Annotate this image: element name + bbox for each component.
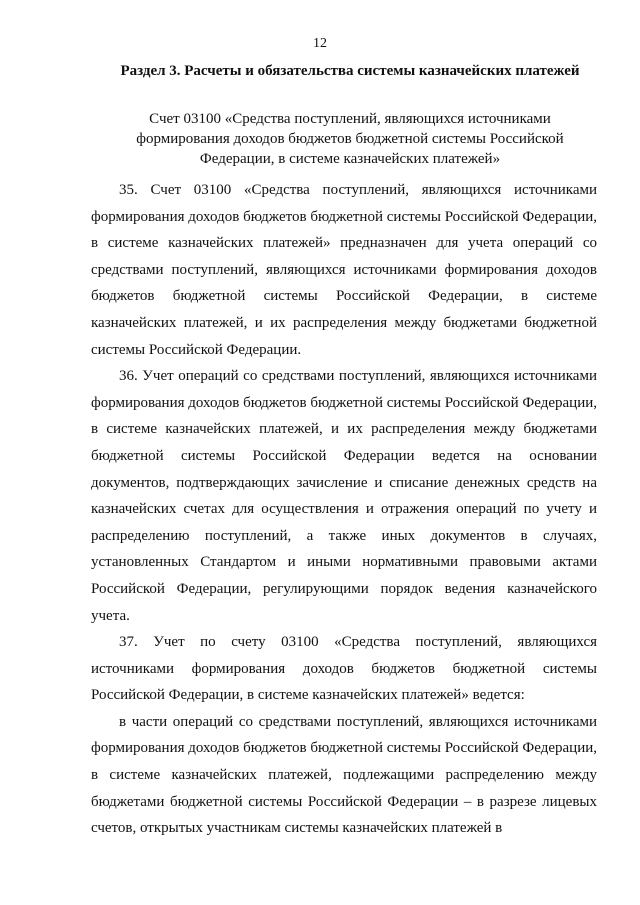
account-heading: Счет 03100 «Средства поступлений, являющихся источниками формирования доходов бюджетов бюджетной системы Российской Федерации, в системе казначейских платежей» (136, 111, 564, 167)
paragraph-37: 37. Учет по счету 03100 «Средства поступлений, являющихся источниками формирования доходов бюджетов бюджетной системы Российской Федерации, в системе казначейских платежей» ведется: (91, 634, 597, 704)
page-number: 12 (313, 36, 327, 51)
paragraph-35: 35. Счет 03100 «Средства поступлений, являющихся источниками формирования доходов бюджетов бюджетной системы Российской Федерации, в системе казначейских платежей» предназначен для учета операций со средствами поступлений, являющихся источниками формирования доходов бюджетов бюджетной системы Российской Федерации, в системе казначейских платежей, и их распределения между бюджетами бюджетной системы Российской Федерации. (91, 182, 597, 358)
paragraph-36: 36. Учет операций со средствами поступлений, являющихся источниками формирования доходов бюджетов бюджетной системы Российской Федерации, в системе казначейских платежей, и их распределения между бюджетами бюджетной системы Российской Федерации ведется на основании документов, подтверждающих зачисление и списание денежных средств на казначейских счетах для осуществления и отражения операций по учету и распределению поступлений, а также иных документов в случаях, установленных Стандартом и иными нормативными правовыми актами Российской Федерации, регулирующими порядок ведения казначейского учета. (91, 368, 597, 624)
body-text (91, 177, 597, 842)
paragraph-37-subitem: в части операций со средствами поступлений, являющихся источниками формирования доходов бюджетов бюджетной системы Российской Федерации, в системе казначейских платежей, подлежащими распределению между бюджетами бюджетной системы Российской Федерации – в разрезе лицевых счетов, открытых участникам системы казначейских платежей в (91, 713, 597, 837)
section-heading: Раздел 3. Расчеты и обязательства системы казначейских платежей (120, 63, 580, 79)
